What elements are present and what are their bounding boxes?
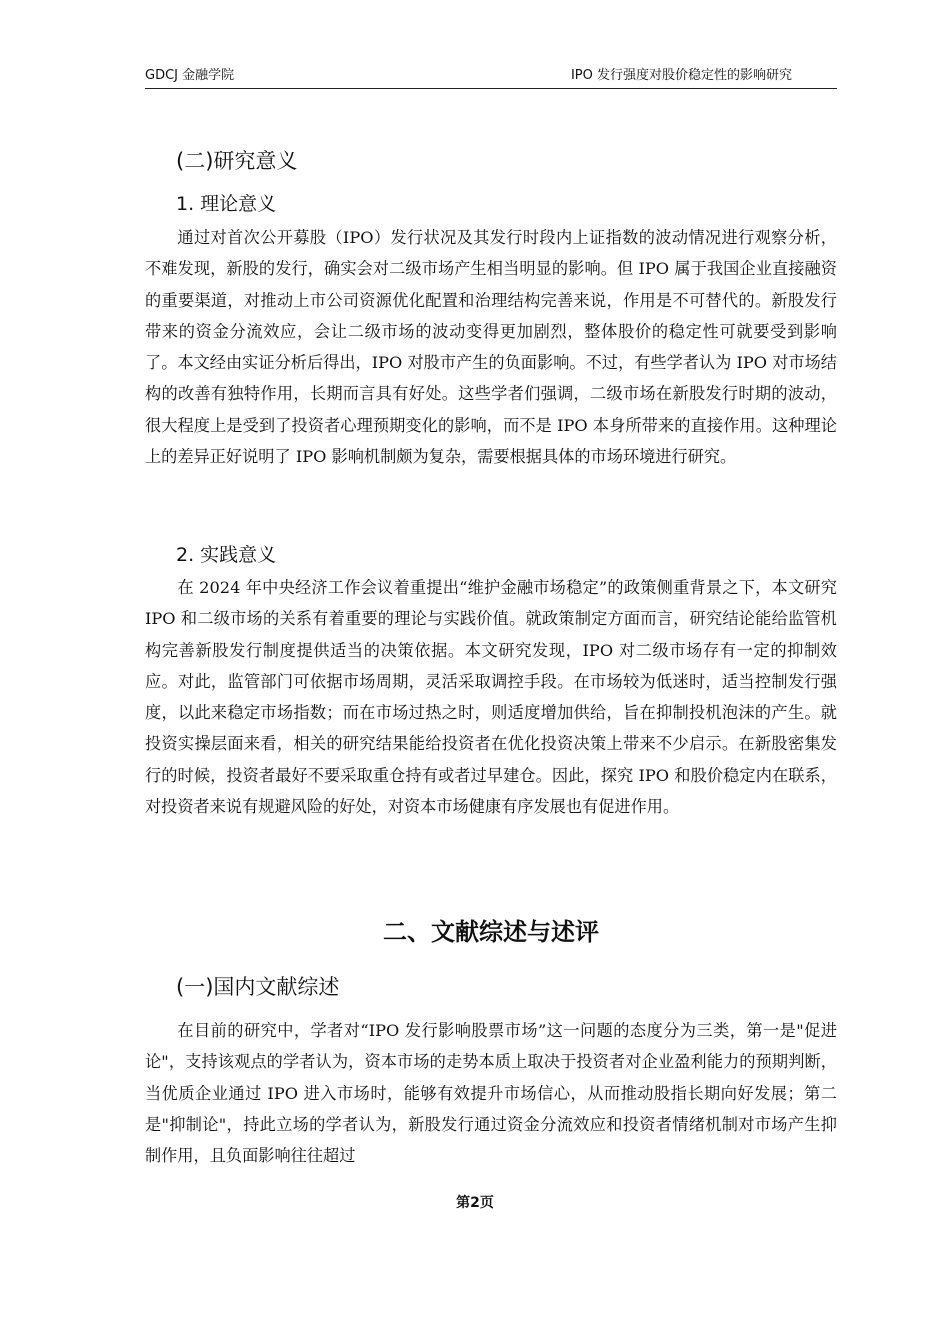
- section-heading-domestic: (一)国内文献综述: [176, 975, 340, 999]
- header-paper-title: IPO 发行强度对股价稳定性的影响研究: [570, 68, 792, 83]
- paragraph-practice: 在 2024 年中央经济工作会议着重提出“维护金融市场稳定”的政策侧重背景之下，本文研究 IPO 和二级市场的关系有着重要的理论与实践价值。就政策制定方面而言，研究结论能给监管机构完善新股发行制度提供适当的决策依据。本文研究发现，IPO 对二级市场存有一定的抑制效应。对此，监管部门可依据市场周期，灵活采取调控手段。在市场较为低迷时，适当控制发行强度，以此来稳定市场指数；而在市场过热之时，则适度增加供给，旨在抑制投机泡沫的产生。就投资实操层面来看，相关的研究结果能给投资者在优化投资决策上带来不少启示。在新股密集发行的时候，投资者最好不要采取重仓持有或者过早建仓。因此，探究 IPO 和股价稳定内在联系，对投资者来说有规避风险的好处，对资本市场健康有序发展也有促进作用。: [145, 578, 837, 817]
- paragraph-domestic: 在目前的研究中，学者对“IPO 发行影响股票市场”这一问题的态度分为三类，第一是"促进论"，支持该观点的学者认为，资本市场的走势本质上取决于投资者对企业盈利能力的预期判断，当优质企业通过 IPO 进入市场时，能够有效提升市场信心，从而推动股指长期向好发展；第二是"抑制论"，持此立场的学者认为，新股发行通过资金分流效应和投资者情绪机制对市场产生抑制作用，且负面影响往往超过: [145, 1021, 837, 1166]
- section-heading-significance: (二)研究意义: [176, 149, 298, 173]
- paragraph-theory: 通过对首次公开募股（IPO）发行状况及其发行时段内上证指数的波动情况进行观察分析，不难发现，新股的发行，确实会对二级市场产生相当明显的影响。但 IPO 属于我国企业直接融资的重要渠道，对推动上市公司资源优化配置和治理结构完善来说，作用是不可替代的。新股发行带来的资金分流效应，会让二级市场的波动变得更加剧烈，整体股价的稳定性可就要受到影响了。本文经由实证分析后得出，IPO 对股市产生的负面影响。不过，有些学者认为 IPO 对市场结构的改善有独特作用，长期而言具有好处。这些学者们强调，二级市场在新股发行时期的波动，很大程度上是受到了投资者心理预期变化的影响，而不是 IPO 本身所带来的直接作用。这种理论上的差异正好说明了 IPO 影响机制颇为复杂，需要根据具体的市场环境进行研究。: [145, 228, 837, 467]
- subheading-practice: 2. 实践意义: [176, 544, 277, 566]
- subheading-theory: 1. 理论意义: [176, 193, 277, 215]
- page-number: 第2页: [456, 1195, 494, 1211]
- chapter-heading-literature-review: 二、文献综述与述评: [383, 918, 599, 946]
- header-institution: GDCJ 金融学院: [145, 68, 235, 83]
- page-header: [145, 66, 837, 89]
